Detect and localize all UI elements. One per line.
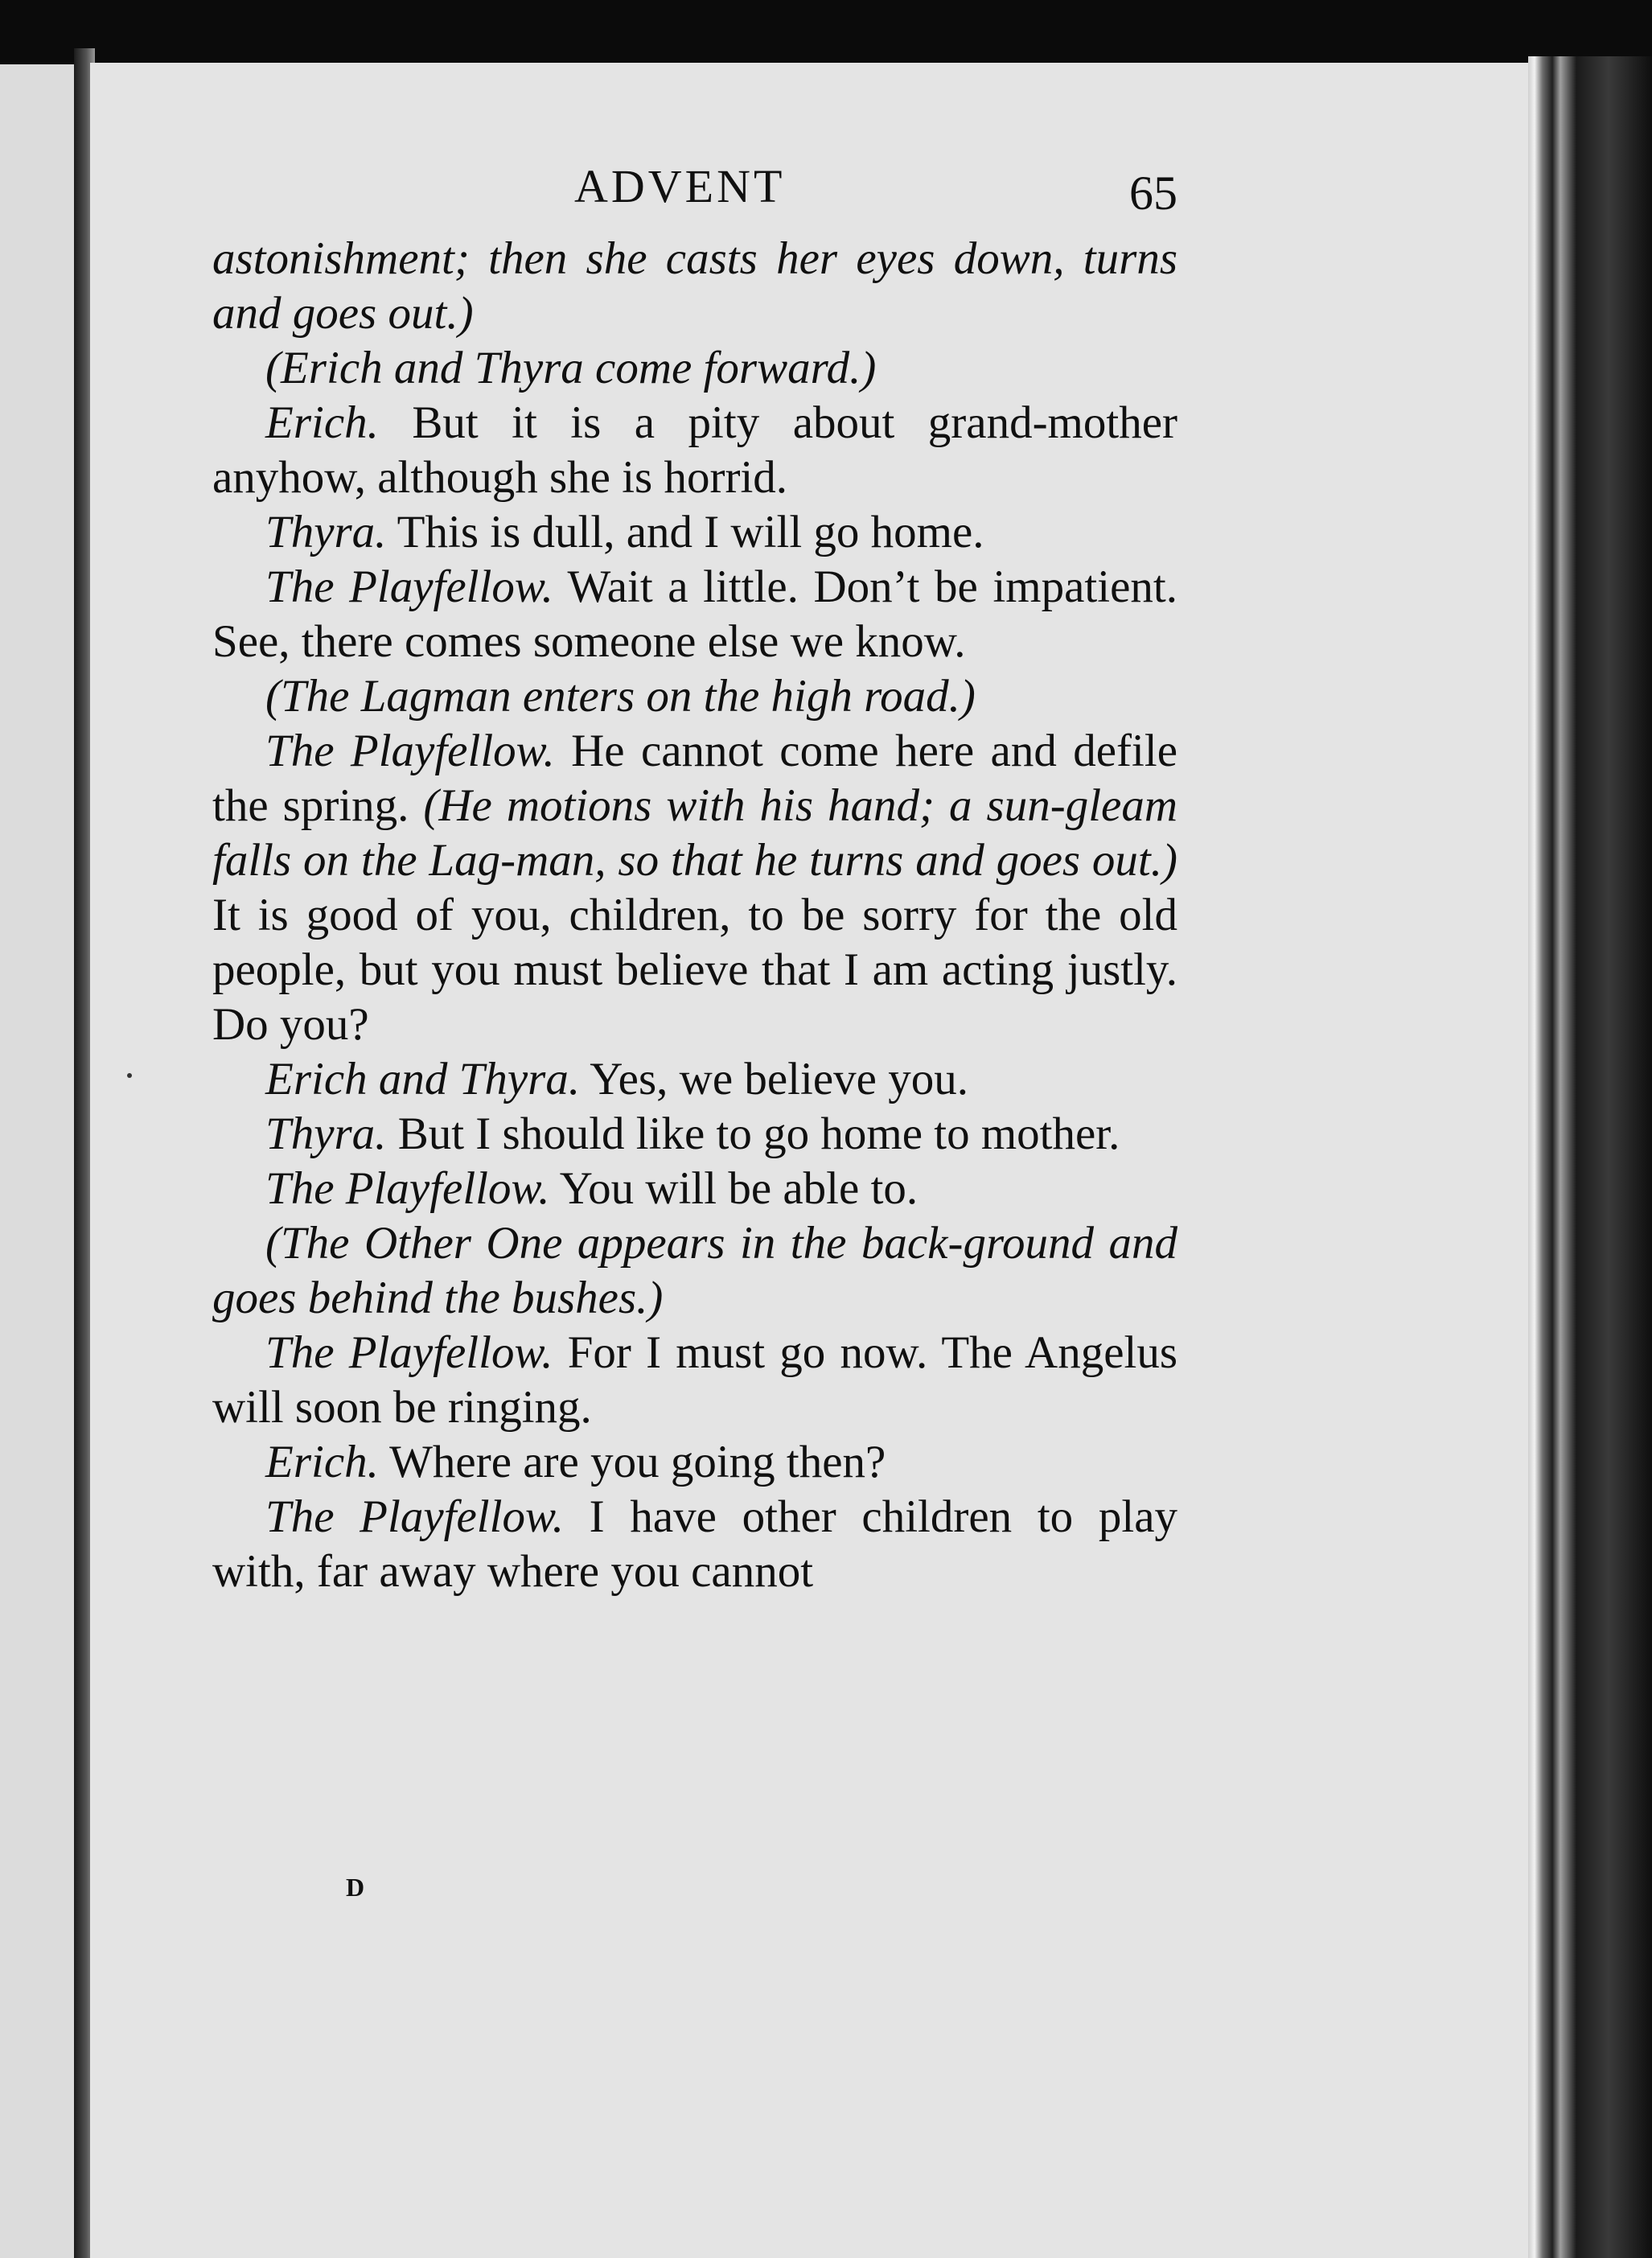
stage-direction: (Erich and Thyra come forward.) xyxy=(265,343,877,393)
stage-direction: (He motions with his hand; a sun-gleam falls on the Lag-man, so that he turns and goes out.) xyxy=(212,780,1177,886)
dialogue-text: But it is a pity about grand-mother anyhow, although she is horrid. xyxy=(212,397,1178,503)
paragraph xyxy=(212,1052,1177,1107)
speaker-name: The Playfellow. xyxy=(265,1491,564,1542)
paragraph xyxy=(212,1326,1177,1435)
dialogue-text: Wait a little. Don’t be impatient. See, there comes someone else we know. xyxy=(212,561,1177,667)
dialogue-text: But I should like to go home to mother. xyxy=(397,1108,1120,1159)
dialogue-text-continued: It is good of you, children, to be sorry for the old people, but you must believe that I am acting justly. Do you? xyxy=(212,890,1177,1050)
stage-direction: (The Lagman enters on the high road.) xyxy=(265,671,976,722)
speaker-name: Thyra. xyxy=(265,507,387,557)
paragraph xyxy=(212,505,1177,560)
paragraph xyxy=(212,396,1177,505)
dialogue-text: For I must go now. The Angelus will soon be ringing. xyxy=(212,1327,1178,1433)
dialogue-text: He cannot come here and defile the spring. xyxy=(212,726,1178,831)
page-text-block xyxy=(212,151,1177,1599)
page-fore-edge xyxy=(1528,56,1652,2258)
paragraph xyxy=(212,1490,1177,1599)
paragraph xyxy=(212,560,1177,669)
dialogue-text: This is dull, and I will go home. xyxy=(397,507,984,557)
running-title: ADVENT xyxy=(574,160,786,212)
speaker-name: Erich and Thyra. xyxy=(265,1054,581,1104)
stage-direction: (The Other One appears in the back-ground and goes behind the bushes.) xyxy=(212,1218,1177,1323)
paragraph xyxy=(212,724,1177,1052)
paragraph xyxy=(212,1107,1177,1162)
speaker-name: The Playfellow. xyxy=(265,1163,550,1214)
dialogue-text: Yes, we believe you. xyxy=(590,1054,968,1104)
stage-direction: astonishment; then she casts her eyes down, turns and goes out.) xyxy=(212,233,1177,339)
paragraph xyxy=(212,232,1177,341)
paragraph xyxy=(212,1216,1177,1326)
paragraph xyxy=(212,669,1177,724)
speaker-name: The Playfellow. xyxy=(265,561,553,612)
running-head xyxy=(212,151,1177,232)
stray-mark xyxy=(127,1073,132,1078)
page-number: 65 xyxy=(1129,167,1177,220)
speaker-name: The Playfellow. xyxy=(265,1327,553,1378)
signature-mark: D xyxy=(346,1873,365,1902)
speaker-name: Erich. xyxy=(265,397,379,448)
speaker-name: Thyra. xyxy=(265,1108,387,1159)
paragraph xyxy=(212,1162,1177,1216)
dialogue-text: Where are you going then? xyxy=(389,1437,886,1487)
facing-page-edge xyxy=(0,64,79,2258)
dialogue-text: You will be able to. xyxy=(559,1163,918,1214)
paragraph xyxy=(212,341,1177,396)
speaker-name: Erich. xyxy=(265,1437,379,1487)
speaker-name: The Playfellow. xyxy=(265,726,555,776)
paragraph xyxy=(212,1435,1177,1490)
dialogue-text: I have other children to play with, far away where you cannot xyxy=(212,1491,1177,1597)
